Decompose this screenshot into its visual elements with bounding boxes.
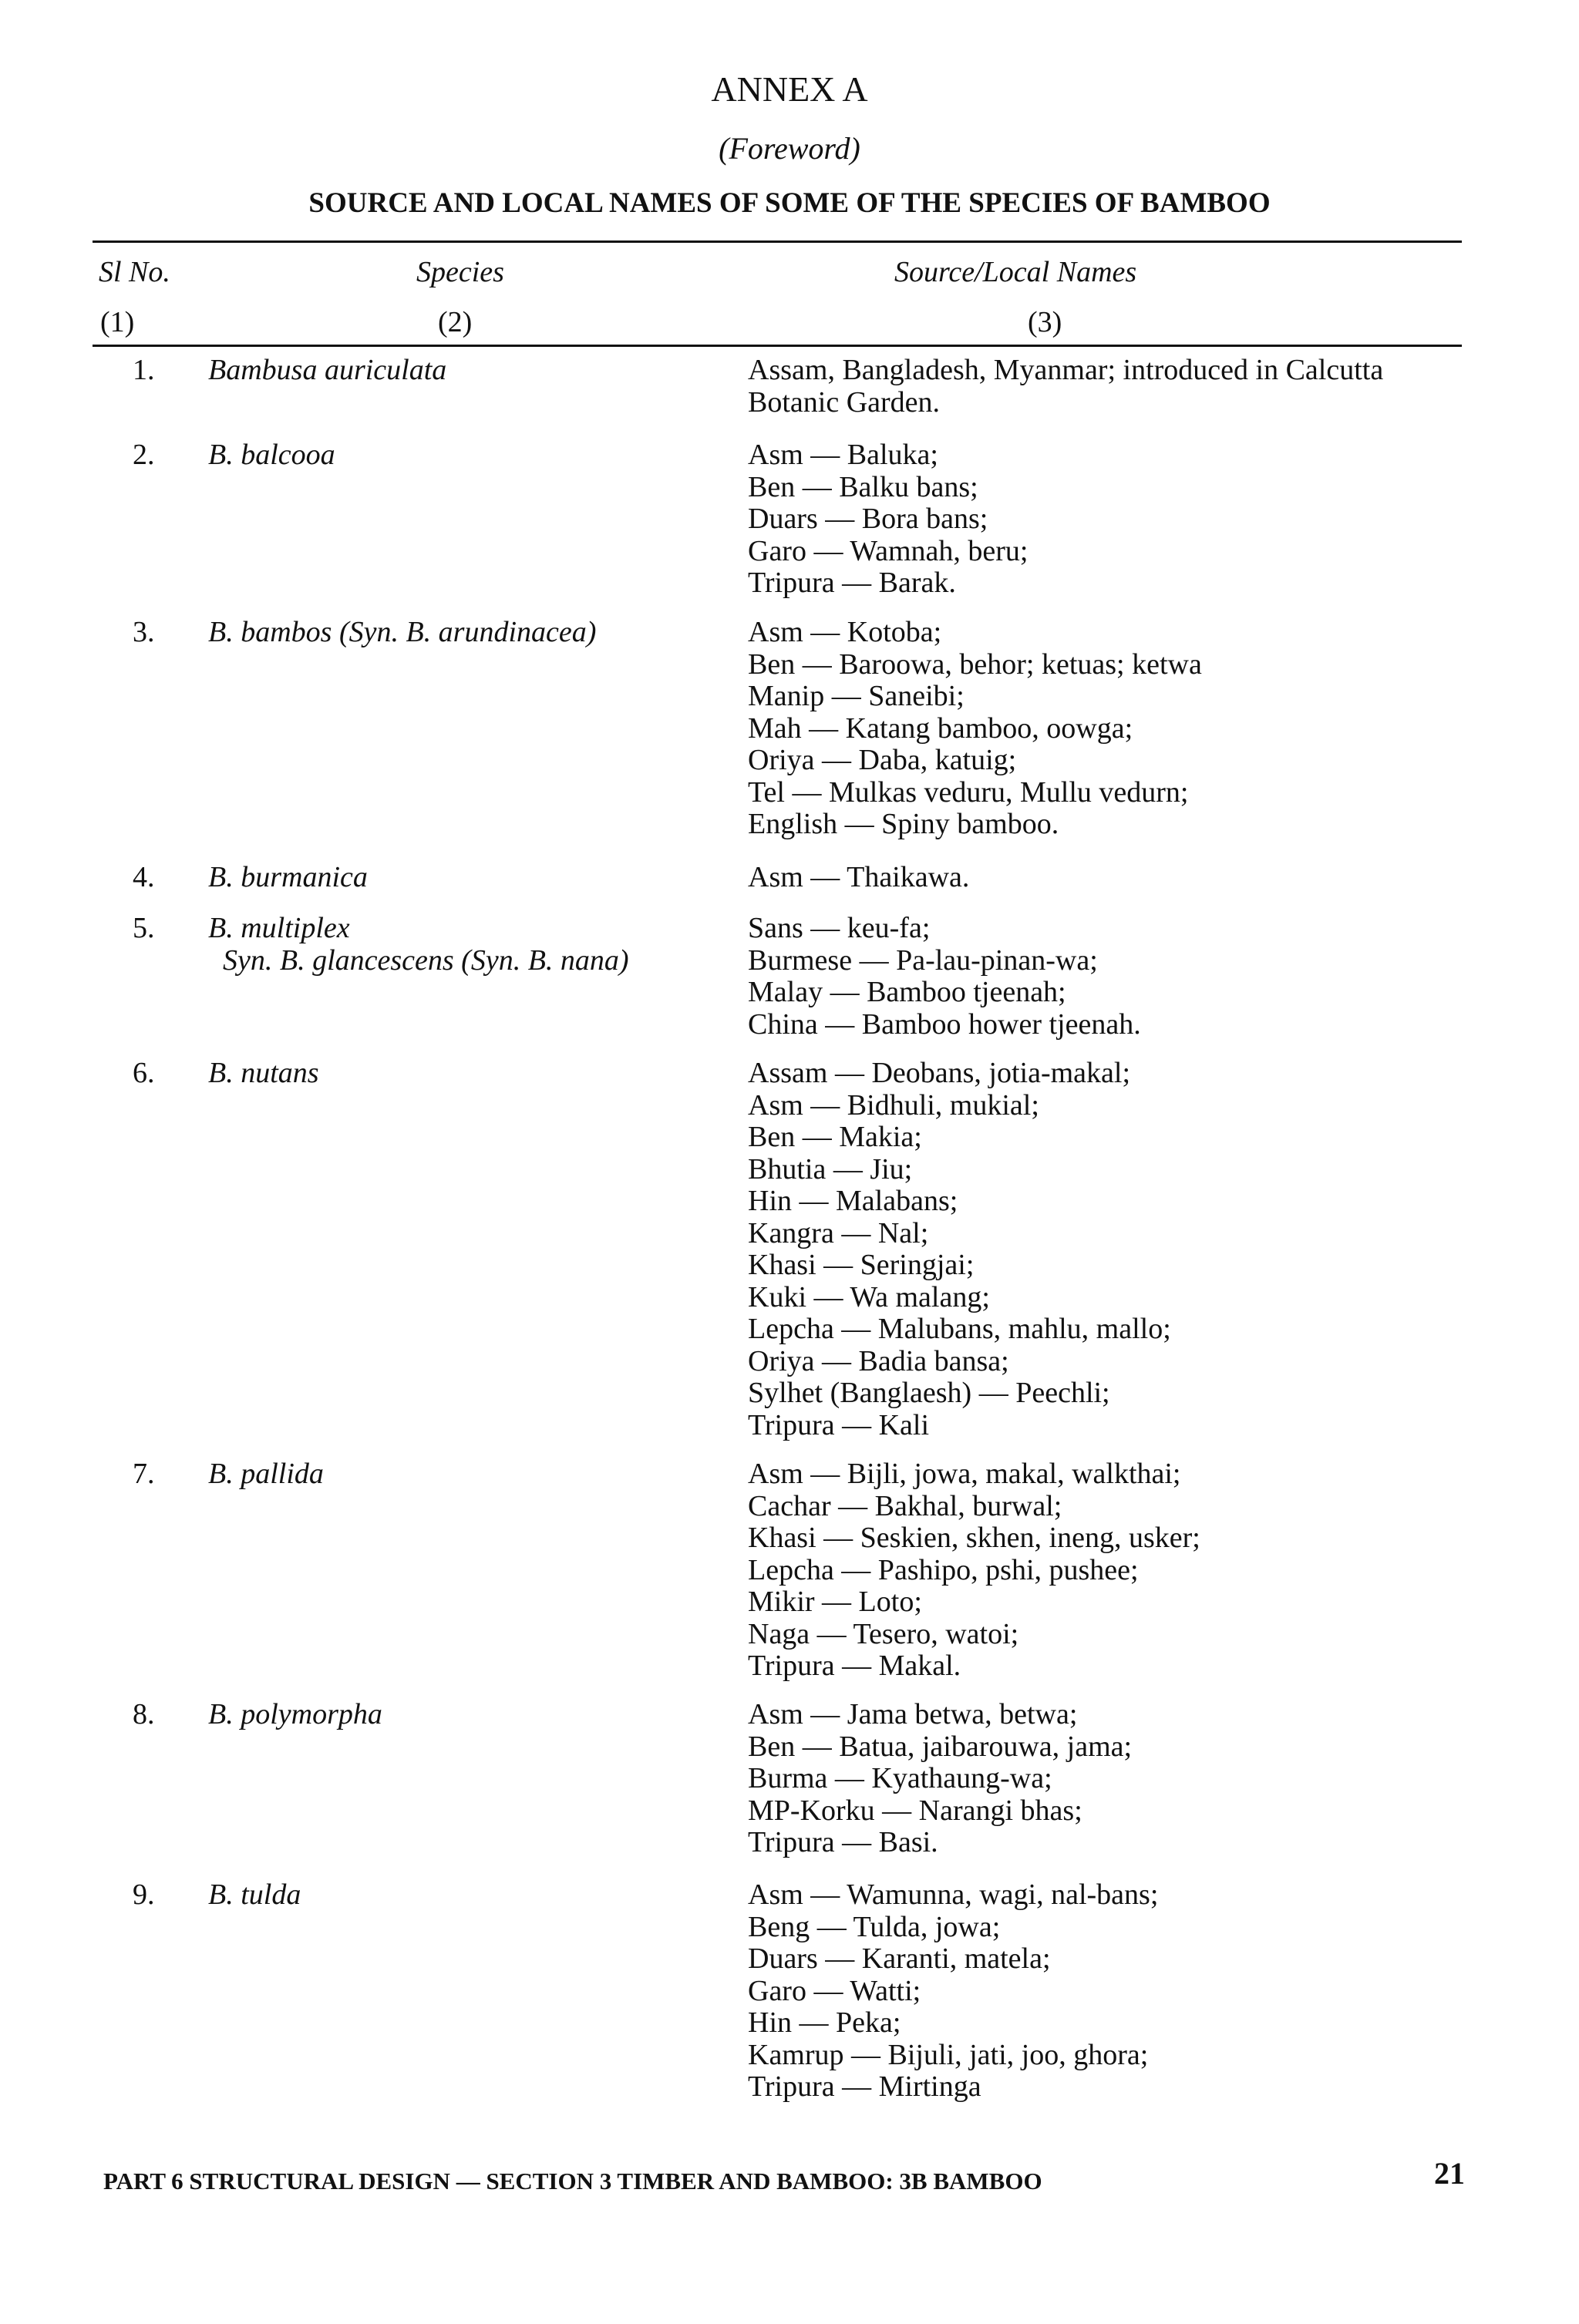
local-name-line: Beng — Tulda, jowa;	[748, 1910, 1001, 1943]
source-local-names	[748, 913, 1473, 1041]
local-name-line: Asm — Bidhuli, mukial;	[748, 1088, 1039, 1122]
local-name-line: Oriya — Badia bansa;	[748, 1344, 1009, 1377]
local-name-line: Asm — Bijli, jowa, makal, walkthai;	[748, 1458, 1181, 1490]
serial-number: 6.	[133, 1057, 155, 1089]
source-local-names	[748, 1879, 1473, 2104]
serial-number: 8.	[133, 1698, 155, 1730]
local-name-line: Botanic Garden.	[748, 385, 941, 419]
page-title: SOURCE AND LOCAL NAMES OF SOME OF THE SPECIES OF BAMBOO	[308, 187, 1271, 219]
local-name-line: Duars — Karanti, matela;	[748, 1942, 1051, 1975]
local-name-line: Hin — Peka;	[748, 2006, 901, 2039]
local-name-line: MP-Korku — Narangi bhas;	[748, 1794, 1082, 1827]
local-name-line: Tripura — Makal.	[748, 1650, 961, 1682]
local-name-line: Garo — Wamnah, beru;	[748, 534, 1029, 567]
source-local-names	[748, 862, 1473, 894]
source-local-names	[748, 1458, 1473, 1683]
local-name-line: China — Bamboo hower tjeenah.	[748, 1007, 1141, 1041]
species-line: B. multiplex	[208, 912, 350, 944]
column-number-3: (3)	[1028, 306, 1062, 338]
local-name-line: Kamrup — Bijuli, jati, joo, ghora;	[748, 2038, 1149, 2071]
species-line: B. burmanica	[208, 861, 368, 893]
species-name	[208, 1879, 301, 1912]
local-name-line: Sylhet (Banglaesh) — Peechli;	[748, 1377, 1110, 1409]
source-local-names	[748, 1058, 1473, 1441]
species-line: B. balcooa	[208, 439, 335, 471]
column-header-source: Source/Local Names	[894, 256, 1137, 288]
local-name-line: Asm — Jama betwa, betwa;	[748, 1698, 1078, 1730]
local-name-line: English — Spiny bamboo.	[748, 808, 1059, 840]
serial-number: 1.	[133, 354, 155, 386]
local-name-line: Lepcha — Pashipo, pshi, pushee;	[748, 1553, 1139, 1586]
species-name	[208, 1458, 324, 1491]
local-name-line: Asm — Wamunna, wagi, nal-bans;	[748, 1878, 1159, 1911]
species-line: B. pallida	[208, 1458, 324, 1490]
species-line: B. polymorpha	[208, 1698, 382, 1730]
local-name-line: Ben — Makia;	[748, 1121, 922, 1153]
serial-number: 9.	[133, 1878, 155, 1911]
serial-number: 4.	[133, 861, 155, 893]
local-name-line: Assam, Bangladesh, Myanmar; introduced in Calcutta	[748, 354, 1384, 386]
source-local-names	[748, 439, 1473, 600]
serial-number: 7.	[133, 1458, 155, 1490]
local-name-line: Mikir — Loto;	[748, 1586, 922, 1618]
local-name-line: Assam — Deobans, jotia-makal;	[748, 1057, 1131, 1089]
local-name-line: Ben — Batua, jaibarouwa, jama;	[748, 1730, 1133, 1763]
column-header-species: Species	[416, 256, 504, 288]
species-name	[208, 862, 368, 894]
table-header-rule	[93, 345, 1462, 347]
local-name-line: Tel — Mulkas veduru, Mullu vedurn;	[748, 775, 1189, 809]
local-name-line: Sans — keu-fa;	[748, 912, 931, 944]
local-name-line: Ben — Baroowa, behor; ketuas; ketwa	[748, 647, 1202, 681]
serial-number: 3.	[133, 616, 155, 648]
local-name-line: Ben — Balku bans;	[748, 470, 978, 503]
column-number-1: (1)	[100, 306, 135, 338]
species-name	[208, 913, 629, 977]
species-name	[208, 617, 596, 649]
species-line: Bambusa auriculata	[208, 354, 447, 386]
local-name-line: Malay — Bamboo tjeenah;	[748, 976, 1066, 1008]
species-line: B. nutans	[208, 1057, 319, 1089]
species-line: B. tulda	[208, 1878, 301, 1911]
serial-number: 5.	[133, 912, 155, 944]
column-header-sl-no: Sl No.	[99, 256, 170, 288]
species-name	[208, 355, 446, 387]
local-name-line: Hin — Malabans;	[748, 1185, 958, 1217]
local-name-line: Garo — Watti;	[748, 1974, 921, 2007]
source-local-names	[748, 617, 1473, 841]
local-name-line: Duars — Bora bans;	[748, 503, 988, 535]
species-name	[208, 439, 335, 472]
local-name-line: Tripura — Basi.	[748, 1826, 938, 1858]
local-name-line: Kuki — Wa malang;	[748, 1280, 990, 1313]
local-name-line: Asm — Thaikawa.	[748, 861, 970, 893]
serial-number: 2.	[133, 439, 155, 471]
local-name-line: Asm — Kotoba;	[748, 616, 942, 648]
annex-heading: ANNEX A	[711, 69, 868, 109]
species-line: B. bambos (Syn. B. arundinacea)	[208, 616, 597, 648]
table-top-rule	[93, 240, 1462, 243]
local-name-line: Asm — Baluka;	[748, 439, 938, 471]
local-name-line: Bhutia — Jiu;	[748, 1152, 913, 1186]
local-name-line: Cachar — Bakhal, burwal;	[748, 1489, 1062, 1522]
foreword-label: (Foreword)	[719, 131, 860, 166]
local-name-line: Khasi — Seskien, skhen, ineng, usker;	[748, 1522, 1200, 1554]
source-local-names	[748, 355, 1473, 419]
species-name	[208, 1058, 319, 1090]
page-number: 21	[1434, 2156, 1465, 2191]
local-name-line: Burma — Kyathaung-wa;	[748, 1762, 1052, 1794]
local-name-line: Khasi — Seringjai;	[748, 1249, 975, 1281]
local-name-line: Naga — Tesero, watoi;	[748, 1617, 1019, 1650]
local-name-line: Manip — Saneibi;	[748, 680, 965, 712]
local-name-line: Oriya — Daba, katuig;	[748, 744, 1017, 776]
local-name-line: Tripura — Barak.	[748, 567, 956, 599]
column-number-2: (2)	[438, 306, 473, 338]
local-name-line: Tripura — Kali	[748, 1408, 930, 1441]
local-name-line: Kangra — Nal;	[748, 1216, 929, 1249]
local-name-line: Lepcha — Malubans, mahlu, mallo;	[748, 1313, 1171, 1345]
species-name	[208, 1699, 382, 1731]
page-footer: PART 6 STRUCTURAL DESIGN — SECTION 3 TIMBER AND BAMBOO: 3B BAMBOO	[103, 2168, 1042, 2195]
local-name-line: Burmese — Pa-lau-pinan-wa;	[748, 943, 1098, 977]
species-line: Syn. B. glancescens (Syn. B. nana)	[208, 943, 629, 977]
local-name-line: Mah — Katang bamboo, oowga;	[748, 711, 1133, 745]
source-local-names	[748, 1699, 1473, 1859]
local-name-line: Tripura — Mirtinga	[748, 2070, 981, 2103]
